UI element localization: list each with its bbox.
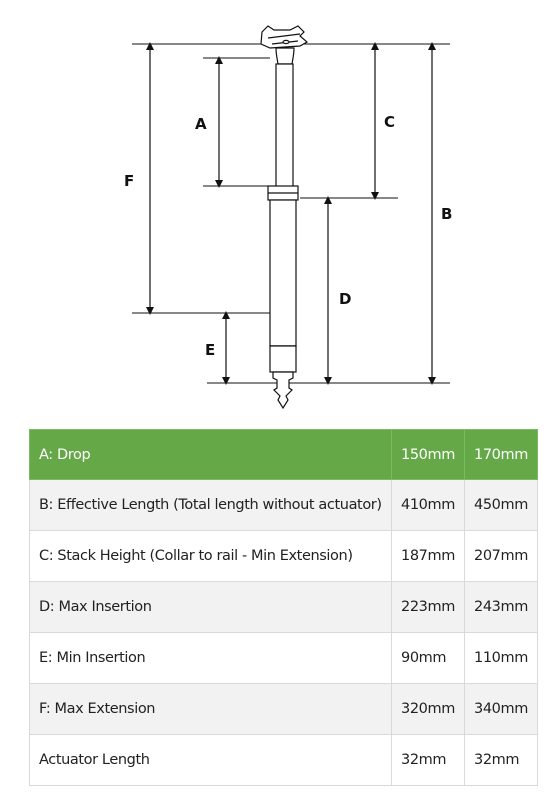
size-150-value: 90mm <box>392 633 465 684</box>
row-label: A: Drop <box>30 430 392 480</box>
row-label: B: Effective Length (Total length without actuator) <box>30 480 392 531</box>
dim-label-b: B <box>441 205 453 223</box>
size-170-value: 207mm <box>465 531 538 582</box>
size-150-value: 150mm <box>392 430 465 480</box>
size-170-value: 340mm <box>465 684 538 735</box>
lower-tube <box>270 200 296 346</box>
row-label: D: Max Insertion <box>30 582 392 633</box>
size-170-value: 170mm <box>465 430 538 480</box>
table-row <box>30 684 538 735</box>
row-label: F: Max Extension <box>30 684 392 735</box>
dim-label-c: C <box>384 113 396 131</box>
table-row <box>30 480 538 531</box>
row-label: E: Min Insertion <box>30 633 392 684</box>
size-170-value: 32mm <box>465 735 538 786</box>
dim-label-f: F <box>124 172 135 190</box>
seatpost-illustration <box>261 26 307 408</box>
size-150-value: 223mm <box>392 582 465 633</box>
actuator <box>273 372 293 408</box>
table-row <box>30 735 538 786</box>
dim-label-e: E <box>205 341 216 359</box>
table-row <box>30 633 538 684</box>
size-170-value: 450mm <box>465 480 538 531</box>
table-header-row <box>30 430 538 480</box>
upper-stanchion <box>276 64 293 188</box>
dim-label-d: D <box>339 290 352 308</box>
size-150-value: 410mm <box>392 480 465 531</box>
table-row <box>30 531 538 582</box>
saddle-clamp-head <box>261 26 307 48</box>
size-150-value: 32mm <box>392 735 465 786</box>
row-label: C: Stack Height (Collar to rail - Min Extension) <box>30 531 392 582</box>
spec-table <box>29 429 538 786</box>
size-170-value: 110mm <box>465 633 538 684</box>
row-label: Actuator Length <box>30 735 392 786</box>
size-150-value: 187mm <box>392 531 465 582</box>
dim-label-a: A <box>195 115 207 133</box>
size-170-value: 243mm <box>465 582 538 633</box>
table-row <box>30 582 538 633</box>
size-150-value: 320mm <box>392 684 465 735</box>
